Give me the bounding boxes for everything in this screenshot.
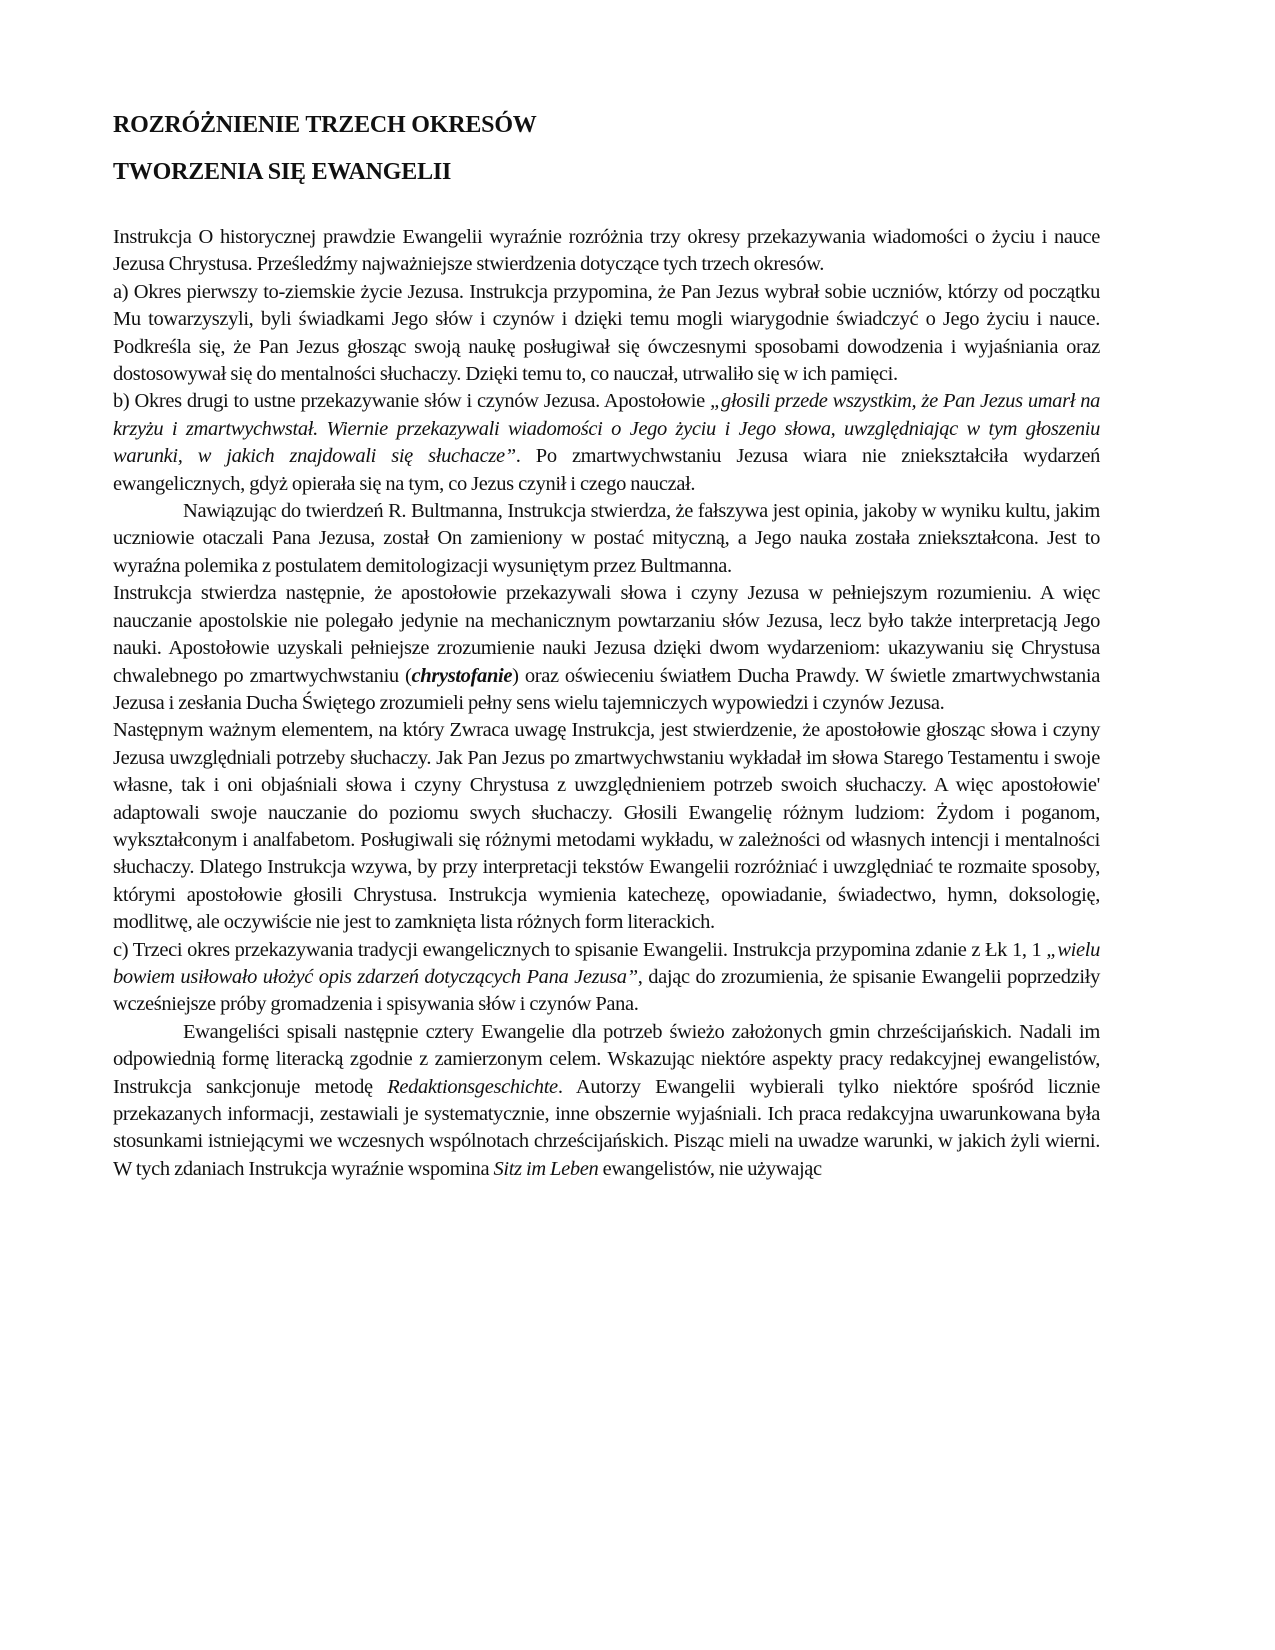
- text-run: Następnym ważnym elementem, na który Zwraca uwagę Instrukcja, jest stwierdzenie, że apostołowie głosząc słowa i czyny Jezusa uwzględniali potrzeby słuchaczy. Jak Pan Jezus po zmartwychwstaniu wykładał im słowa Starego Testamentu i swoje własne, tak i oni objaśniali słowa i czyny Chrystusa z uwzględnieniem potrzeb swoich słuchaczy. A więc apostołowie' adaptowali swoje nauczanie do poziomu swych słuchaczy. Głosili Ewangelię różnym ludziom: Żydom i poganom, wykształconym i analfabetom. Posługiwali się różnymi metodami wykładu, w zależności od własnych intencji i mentalności słuchaczy. Dlatego Instrukcja wzywa, by przy interpretacji tekstów Ewangelii rozróżniać i uwzględniać te rozmaite sposoby, którymi apostołowie głosili Chrystusa. Instrukcja wymienia katechezę, opowiadanie, świadectwo, hymn, doksologię, modlitwę, ale oczywiście nie jest to zamknięta lista różnych form literackich.: [113, 719, 1100, 934]
- document-title-line-2: TWORZENIA SIĘ EWANGELII: [113, 159, 452, 185]
- text-run: c) Trzeci okres przekazywania tradycji ewangelicznych to spisanie Ewangelii. Instrukcja przypomina zdanie z Łk 1, 1: [113, 938, 1047, 961]
- emphasized-text: chrystofanie: [411, 664, 513, 687]
- paragraph-bultmann: [113, 498, 1100, 580]
- text-run: Nawiązując do twierdzeń R. Bultmanna, Instrukcja stwierdza, że fałszywa jest opinia, jakoby w wyniku kultu, jakim uczniowie otaczali Pana Jezusa, został On zamieniony w postać mityczną, a Jego nauka została zniekształcona. Jest to wyraźna polemika z postulatem demitologizacji wysuniętym przez Bultmanna.: [113, 500, 1100, 577]
- text-run: ) oraz oświeceniu światłem Ducha Prawdy. W świetle zmartwychwstania Jezusa i zesłania Ducha Świętego zrozumieli pełny sens wielu tajemniczych wypowiedzi i czynów Jezusa.: [113, 664, 1100, 714]
- paragraph-period-c: [113, 937, 1100, 1019]
- paragraph-period-b: [113, 388, 1100, 498]
- text-run: ewangelistów, nie używając: [598, 1157, 822, 1180]
- text-run: Instrukcja stwierdza następnie, że apostołowie przekazywali słowa i czyny Jezusa w pełniejszym rozumieniu. A więc nauczanie apostolskie nie polegało jedynie na mechanicznym powtarzaniu słów Jezusa, lecz było także interpretacją Jego nauki. Apostołowie uzyskali pełniejsze zrozumienie nauki Jezusa dzięki dwom wydarzeniom: ukazywaniu się Chrystusa chwalebnego po zmartwychwstaniu (: [113, 582, 1100, 687]
- emphasized-text: Redaktionsgeschichte: [387, 1075, 558, 1098]
- document-body: [113, 224, 1100, 1183]
- text-run: . Po zmartwychwstaniu Jezusa wiara nie zniekształciła wydarzeń ewangelicznych, gdyż opierała się na tym, co Jezus czynił i czego nauczał.: [113, 445, 1100, 495]
- text-run: a) Okres pierwszy to-ziemskie życie Jezusa. Instrukcja przypomina, że Pan Jezus wybrał sobie uczniów, którzy od początku Mu towarzyszyli, byli świadkami Jego słów i czynów i dzięki temu mogli wiarygodnie świadczyć o Jego życiu i nauce. Podkreśla się, że Pan Jezus głosząc swoją naukę posługiwał się ówczesnymi sposobami dowodzenia i wyjaśniania oraz dostosowywał się do mentalności słuchaczy. Dzięki temu to, co nauczał, utrwaliło się w ich pamięci.: [113, 280, 1100, 386]
- emphasized-text: „wielu bowiem usiłowało ułożyć opis zdarzeń dotyczących Pana Jezusa”: [113, 938, 1100, 988]
- document-title-line-1: ROZRÓŻNIENIE TRZECH OKRESÓW: [113, 112, 537, 138]
- emphasized-text: Sitz im Leben: [493, 1157, 599, 1180]
- paragraph-adaptation-to-listeners: [113, 717, 1100, 936]
- document-page: [113, 110, 1100, 1183]
- text-run: , dając do zrozumienia, że spisanie Ewangelii poprzedziły wcześniejsze próby gromadzenia i spisywania słów i czynów Pana.: [113, 965, 1100, 1016]
- text-run: . Autorzy Ewangelii wybierali tylko niektóre spośród licznie przekazanych informacji, zestawiali je systematycznie, inne obszernie wyjaśniali. Ich praca redakcyjna uwarunkowana była stosunkami istniejącymi we wczesnych wspólnotach chrześcijańskich. Pisząc mieli na uwadze warunki, w jakich żyli wierni. W tych zdaniach Instrukcja wyraźnie wspomina: [113, 1075, 1100, 1180]
- emphasized-text: „głosili przede wszystkim, że Pan Jezus umarł na krzyżu i zmartwychwstał. Wiernie przekazywali wiadomości o Jego życiu i Jego słowa, uwzględniając w tym głoszeniu warunki, w jakich znajdowali się słuchacze”: [113, 390, 1100, 468]
- text-run: b) Okres drugi to ustne przekazywanie słów i czynów Jezusa. Apostołowie: [113, 390, 710, 413]
- paragraph-evangelists-redaction: [113, 1019, 1100, 1183]
- paragraph-intro: [113, 224, 1100, 279]
- paragraph-period-a: [113, 279, 1100, 389]
- text-run: Ewangeliści spisali następnie cztery Ewangelie dla potrzeb świeżo założonych gmin chrześcijańskich. Nadali im odpowiednią formę literacką zgodnie z zamierzonym celem. Wskazując niektóre aspekty pracy redakcyjnej ewangelistów, Instrukcja sankcjonuje metodę: [113, 1020, 1100, 1098]
- text-run: Instrukcja O historycznej prawdzie Ewangelii wyraźnie rozróżnia trzy okresy przekazywania wiadomości o życiu i nauce Jezusa Chrystusa. Prześledźmy najważniejsze stwierdzenia dotyczące tych trzech okresów.: [113, 226, 1100, 276]
- paragraph-fuller-understanding: [113, 580, 1100, 717]
